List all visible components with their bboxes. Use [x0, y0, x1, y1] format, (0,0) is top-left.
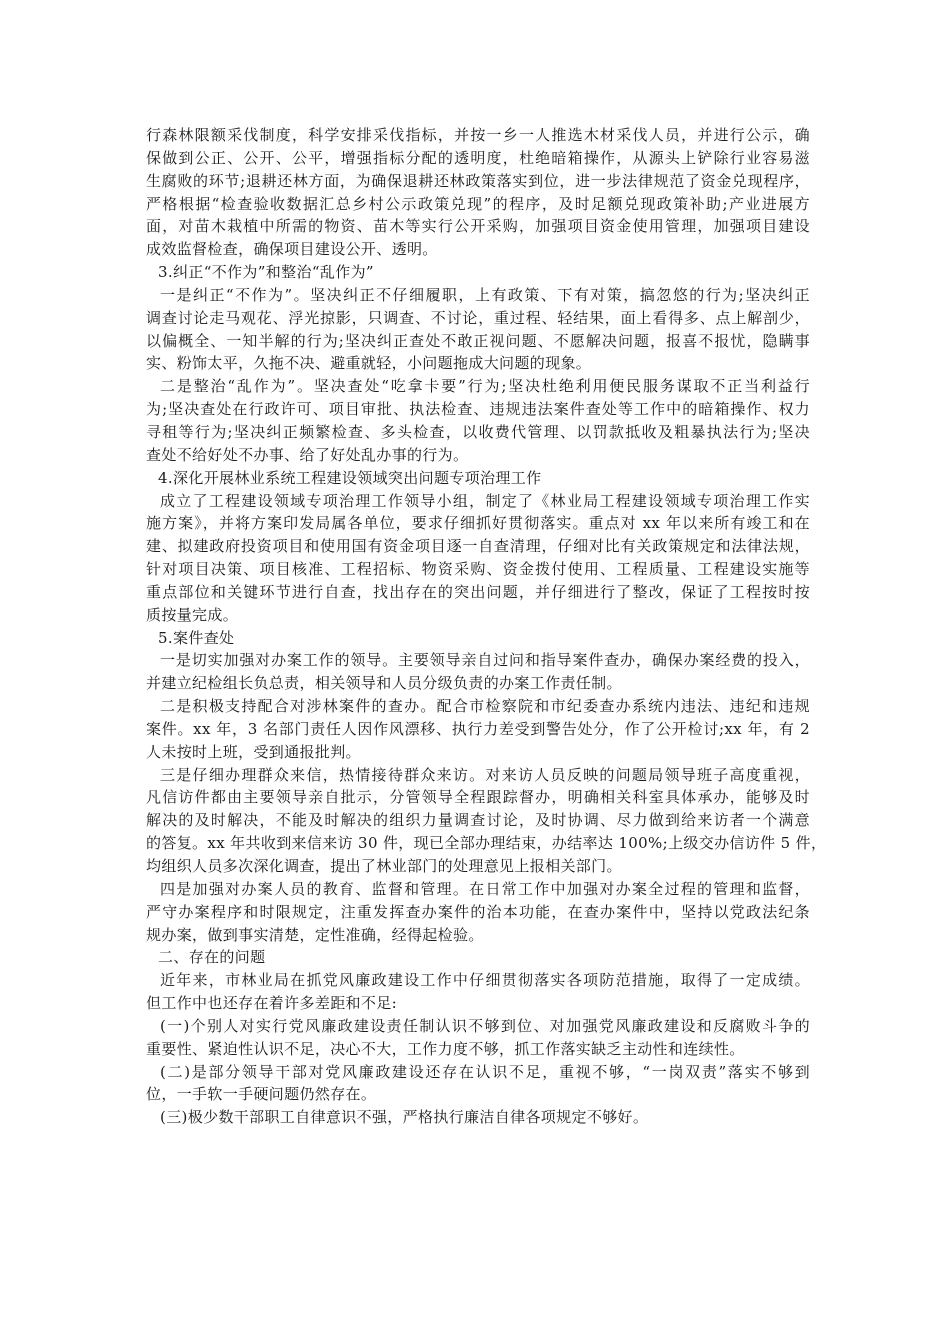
text-line: 一是纠正“不作为”。坚决纠正不仔细履职，上有政策、下有对策，搞忽悠的行为;坚决纠正 — [160, 285, 810, 304]
text-line: 近年来，市林业局在抓党风廉政建设工作中仔细贯彻落实各项防范措施，取得了一定成绩。 — [160, 971, 810, 990]
section-heading: 4.深化开展林业系统工程建设领域突出问题专项治理工作 — [158, 468, 542, 487]
text-line: 寻租等行为;坚决纠正频繁检查、多头检查，以收费代管理、以罚款抵收及粗暴执法行为;坚决 — [146, 422, 810, 441]
text-line: 严格根据“检查验收数据汇总乡村公示政策兑现”的程序，及时足额兑现政策补助;产业进展方 — [146, 194, 810, 213]
text-line: (二)是部分领导干部对党风廉政建设还存在认识不足，重视不够，“一岗双责”落实不够到 — [160, 1062, 810, 1081]
text-line: 行森林限额采伐制度，科学安排采伐指标，并按一乡一人推选木材采伐人员，并进行公示，确 — [146, 126, 810, 144]
text-line: 严守办案程序和时限规定，注重发挥查办案件的治本功能，在查办案件中，坚持以党政法纪条 — [146, 902, 810, 921]
text-line: 查处不给好处不办事、给了好处乱办事的行为。 — [146, 445, 469, 464]
text-line: 人未按时上班，受到通报批判。 — [146, 742, 361, 761]
text-line: 针对项目决策、项目核准、工程招标、物资采购、资金拨付使用、工程质量、工程建设实施等 — [146, 560, 810, 579]
text-line: 规办案，做到事实清楚，定性准确，经得起检验。 — [146, 925, 484, 944]
text-line: 质按量完成。 — [146, 605, 239, 624]
text-line: 实、粉饰太平，久拖不决、避重就轻，小问题拖成大问题的现象。 — [146, 354, 592, 373]
text-line: 二是积极支持配合对涉林案件的查办。配合市检察院和市纪委查办系统内违法、违纪和违规 — [160, 697, 810, 716]
text-line: 重点部位和关键环节进行自查，找出存在的突出问题，并仔细进行了整改，保证了工程按时按 — [146, 582, 810, 601]
text-line: 施方案》，并将方案印发局属各单位，要求仔细抓好贯彻落实。重点对 xx 年以来所有竣工和在 — [146, 514, 810, 533]
text-line: 位，一手软一手硬问题仍然存在。 — [146, 1085, 377, 1104]
text-line: 的答复。xx 年共收到来信来访 30 件，现已全部办理结束，办结率达 100%;上级交办信访件 5 件， — [146, 834, 827, 853]
text-line: 四是加强对办案人员的教育、监督和管理。在日常工作中加强对办案全过程的管理和监督， — [160, 879, 810, 898]
section-heading: 5.案件查处 — [158, 628, 235, 647]
text-line: 但工作中也还存在着许多差距和不足: — [146, 994, 398, 1013]
text-line: 为;坚决查处在行政许可、项目审批、执法检查、违规违法案件查处等工作中的暗箱操作、权力 — [146, 400, 810, 419]
text-line: 重要性、紧迫性认识不足，决心不大，工作力度不够，抓工作落实缺乏主动性和连续性。 — [146, 1039, 745, 1058]
text-line: 保做到公正、公开、公平，增强指标分配的透明度，杜绝暗箱操作，从源头上铲除行业容易滋 — [146, 148, 810, 167]
text-line: 并建立纪检组长负总责，相关领导和人员分级负责的办案工作责任制。 — [146, 674, 622, 693]
text-line: 成效监督检查，确保项目建设公开、透明。 — [146, 240, 438, 259]
text-line: 面，对苗木栽植中所需的物资、苗木等实行公开采购，加强项目资金使用管理，加强项目建设 — [146, 217, 810, 236]
text-line: 解决的及时解决，不能及时解决的组织力量调查讨论，及时协调、尽力做到给来访者一个满意 — [146, 811, 810, 830]
text-line: 三是仔细办理群众来信，热情接待群众来访。对来访人员反映的问题局领导班子高度重视， — [160, 765, 810, 784]
text-line: 均组织人员多次深化调查，提出了林业部门的处理意见上报相关部门。 — [146, 857, 622, 875]
text-line: 案件。xx 年，3 名部门责任人因作风漂移、执行力差受到警告处分，作了公开检讨;xx 年，有 2 — [146, 719, 810, 738]
text-line: 一是切实加强对办案工作的领导。主要领导亲自过问和指导案件查办，确保办案经费的投入， — [160, 651, 810, 670]
text-line: (一)个别人对实行党风廉政建设责任制认识不够到位、对加强党风廉政建设和反腐败斗争的 — [160, 1016, 810, 1035]
text-line: 调查讨论走马观花、浮光掠影，只调查、不讨论，重过程、轻结果，面上看得多、点上解剖少， — [146, 308, 810, 327]
text-line: (三)极少数干部职工自律意识不强，严格执行廉洁自律各项规定不够好。 — [160, 1108, 649, 1127]
text-line: 生腐败的环节;退耕还林方面，为确保退耕还林政策落实到位，进一步法律规范了资金兑现程序， — [146, 171, 810, 190]
text-line: 二是整治“乱作为”。坚决查处“吃拿卡要”行为;坚决杜绝利用便民服务谋取不正当利益行 — [160, 377, 810, 396]
text-line: 成立了工程建设领域专项治理工作领导小组，制定了《林业局工程建设领域专项治理工作实 — [160, 491, 810, 510]
section-heading: 二、存在的问题 — [158, 948, 266, 967]
text-line: 建、拟建政府投资项目和使用国有资金项目逐一自查清理，仔细对比有关政策规定和法律法规， — [146, 537, 810, 556]
text-line: 凡信访件都由主要领导亲自批示，分管领导全程跟踪督办，明确相关科室具体承办，能够及时 — [146, 788, 810, 807]
section-heading: 3.纠正“不作为”和整治“乱作为” — [158, 263, 374, 282]
text-line: 以偏概全、一知半解的行为;坚决纠正查处不敢正视问题、不愿解决问题，报喜不报忧，隐瞒事 — [146, 331, 810, 350]
document-page — [146, 124, 827, 1129]
